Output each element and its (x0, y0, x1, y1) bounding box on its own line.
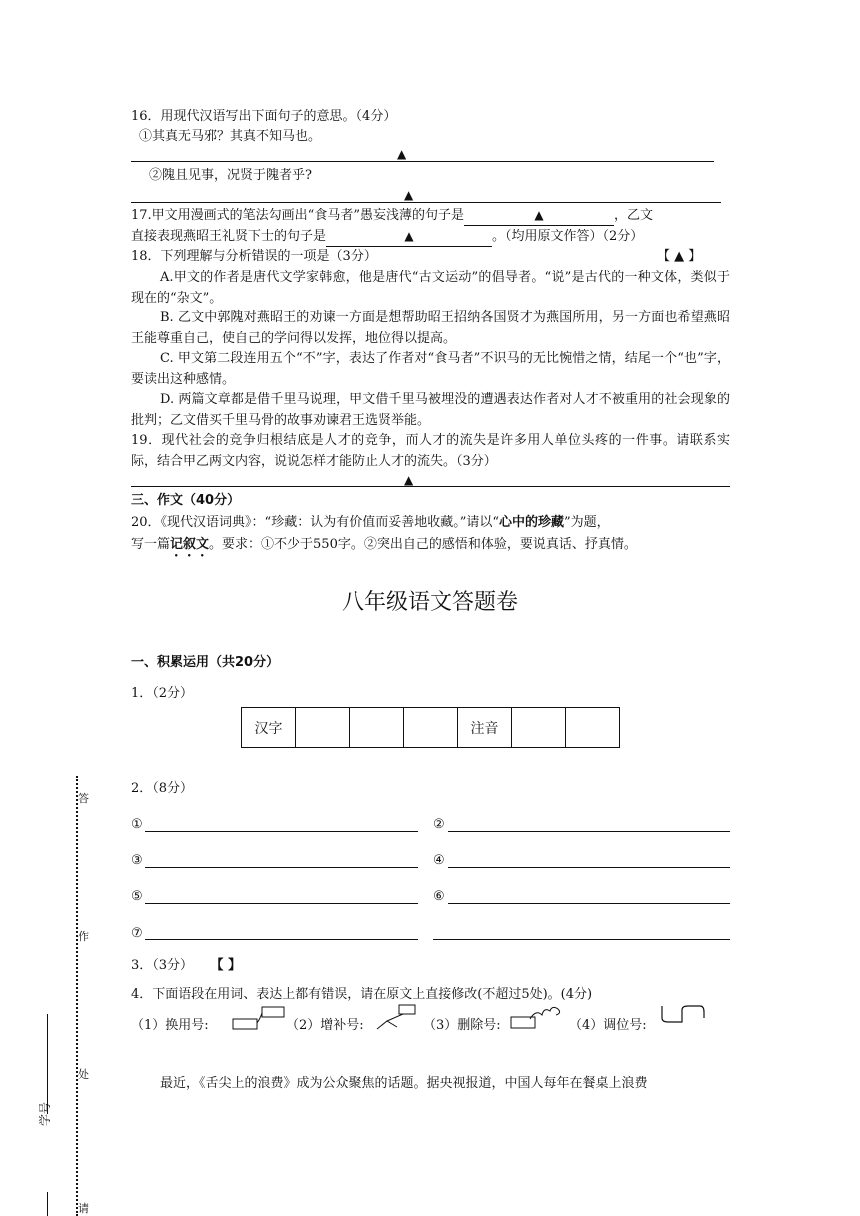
blank-label: ④ (433, 853, 445, 868)
q2-label: 2．（8分） (131, 781, 194, 796)
hanzi-grid (241, 707, 620, 748)
delete-mark-icon (510, 1003, 566, 1031)
answer-line[interactable] (433, 939, 730, 940)
margin-char: 作 (78, 930, 89, 943)
grid-cell[interactable] (296, 708, 350, 748)
answer-line[interactable] (448, 831, 730, 832)
answer-line[interactable] (131, 486, 730, 487)
blank-label: ⑤ (131, 889, 143, 904)
blank-label: ⑥ (433, 889, 445, 904)
q4-stem: 4．下面语段在用词、表达上都有错误，请在原文上直接修改(不超过5处)。(4分) (131, 987, 593, 1002)
passage-text: 最近，《舌尖上的浪费》成为公众聚焦的话题。据央视报道，中国人每年在餐桌上浪费 (160, 1076, 648, 1091)
q18-stem: 18．下列理解与分析错误的一项是（3分） (131, 249, 377, 264)
student-no-label: 学号 (38, 1101, 52, 1126)
q20-text-b: ”为题， (564, 515, 610, 530)
q17-blank-2[interactable] (326, 227, 492, 247)
q20-text-d: 。要求：①不少于550字。②突出自己的感悟和体验，要说真话、抒真情。 (209, 537, 637, 552)
answer-mark: ▲ (404, 229, 414, 243)
q17-text-a: 17.甲文用漫画式的笔法勾画出“食马者”愚妄浅薄的句子是 (131, 208, 464, 223)
q20-text-c: 写一篇 (131, 537, 171, 552)
q3-line (131, 956, 241, 975)
blank-label: ⑦ (131, 926, 143, 941)
answer-bracket[interactable]: 【 】 (217, 958, 242, 973)
q17-text-c: 直接表现燕昭王礼贤下士的句子是 (131, 229, 327, 244)
margin-char: 处 (78, 1068, 89, 1081)
q17-line-2 (131, 227, 643, 247)
insert-mark-icon (375, 1003, 419, 1031)
blank-label: ③ (131, 853, 143, 868)
answer-line[interactable] (145, 903, 418, 904)
mark-insert-label: （2）增补号: (286, 1018, 364, 1033)
blank-label: ② (433, 817, 445, 832)
q18-option-c: C. 甲文第二段连用五个“不”字，表达了作者对“食马者”不识马的无比惋惜之情，结尾一个“也”字，要读出这种感情。 (131, 351, 730, 387)
grid-label-zhuyin: 注音 (458, 708, 512, 748)
swap-mark-icon (660, 1004, 708, 1026)
q20-topic: 心中的珍藏 (498, 515, 564, 530)
q16-sentence-2: ②隗且见事，况贤于隗者乎? (149, 168, 312, 183)
section-heading: 一、积累运用（共20分） (131, 655, 280, 670)
q16-stem: 16．用现代汉语写出下面句子的意思。（4分） (131, 109, 397, 124)
margin-char: 请 (78, 1202, 89, 1215)
mark-delete-label: （3）删除号: (423, 1018, 501, 1033)
q17-line-1 (131, 206, 653, 226)
grid-cell[interactable] (566, 708, 620, 748)
q20-text-a: 20．《现代汉语词典》：“珍藏：认为有价值而妥善地收藏。”请以“ (131, 515, 499, 530)
answer-mark: ▲ (534, 208, 544, 222)
q17-blank-1[interactable] (464, 206, 614, 226)
q20-genre: 记叙文 (170, 537, 210, 552)
margin-char: 答 (78, 792, 89, 805)
answer-line[interactable] (448, 867, 730, 868)
mark-replace-label: （1）换用号: (131, 1018, 209, 1033)
q20-line-1 (131, 513, 610, 532)
answer-line[interactable] (145, 939, 418, 940)
grid-label-hanzi: 汉字 (242, 708, 296, 748)
grid-cell[interactable] (512, 708, 566, 748)
q19-text: 19．现代社会的竞争归根结底是人才的竞争，而人才的流失是许多用人单位头疼的一件事。请联系实际，结合甲乙两文内容，说说怎样才能防止人才的流失。（3分） (131, 433, 730, 469)
q3-label: 3．（3分） (131, 958, 194, 973)
q18-option-d: D. 两篇文章都是借千里马说理，甲文借千里马被埋没的遭遇表达作者对人才不被重用的社会现象的批判；乙文借买千里马骨的故事劝谏君王选贤举能。 (131, 392, 730, 428)
q1-label: 1．（2分） (131, 686, 194, 701)
answer-line[interactable] (131, 202, 721, 203)
blank-label: ① (131, 817, 143, 832)
q16-sentence-1: ①其真无马邪？其真不知马也。 (139, 129, 322, 144)
student-no-line[interactable] (47, 1014, 48, 1114)
answer-bracket[interactable]: 【 ▲ 】 (657, 249, 702, 264)
section-heading: 三、作文（40分） (131, 493, 241, 508)
grid-cell[interactable] (404, 708, 458, 748)
margin-line (47, 1192, 48, 1216)
answer-mark: ▲ (397, 147, 407, 161)
answer-line[interactable] (448, 903, 730, 904)
q17-text-b: ，乙文 (613, 208, 653, 223)
answer-line[interactable] (145, 831, 418, 832)
q20-line-2 (131, 535, 637, 560)
answer-mark: ▲ (404, 473, 414, 487)
answer-line[interactable] (131, 161, 714, 162)
q18-option-b: B. 乙文中郭隗对燕昭王的劝谏一方面是想帮助昭王招纳各国贤才为燕国所用，另一方面也希望燕昭王能尊重自己，使自己的学问得以发挥，地位得以提高。 (131, 310, 730, 346)
page-title: 八年级语文答题卷 (341, 590, 518, 615)
q18-option-a: A.甲文的作者是唐代文学家韩愈，他是唐代“古文运动”的倡导者。“说”是古代的一种文体，类似于现在的“杂文”。 (131, 270, 730, 306)
binding-line (76, 776, 78, 1216)
q17-text-d: 。（均用原文作答）（2分） (492, 229, 644, 244)
replace-mark-icon (230, 1005, 286, 1031)
answer-mark: ▲ (404, 188, 414, 202)
answer-line[interactable] (145, 867, 418, 868)
mark-swap-label: （4）调位号: (569, 1018, 647, 1033)
grid-cell[interactable] (350, 708, 404, 748)
